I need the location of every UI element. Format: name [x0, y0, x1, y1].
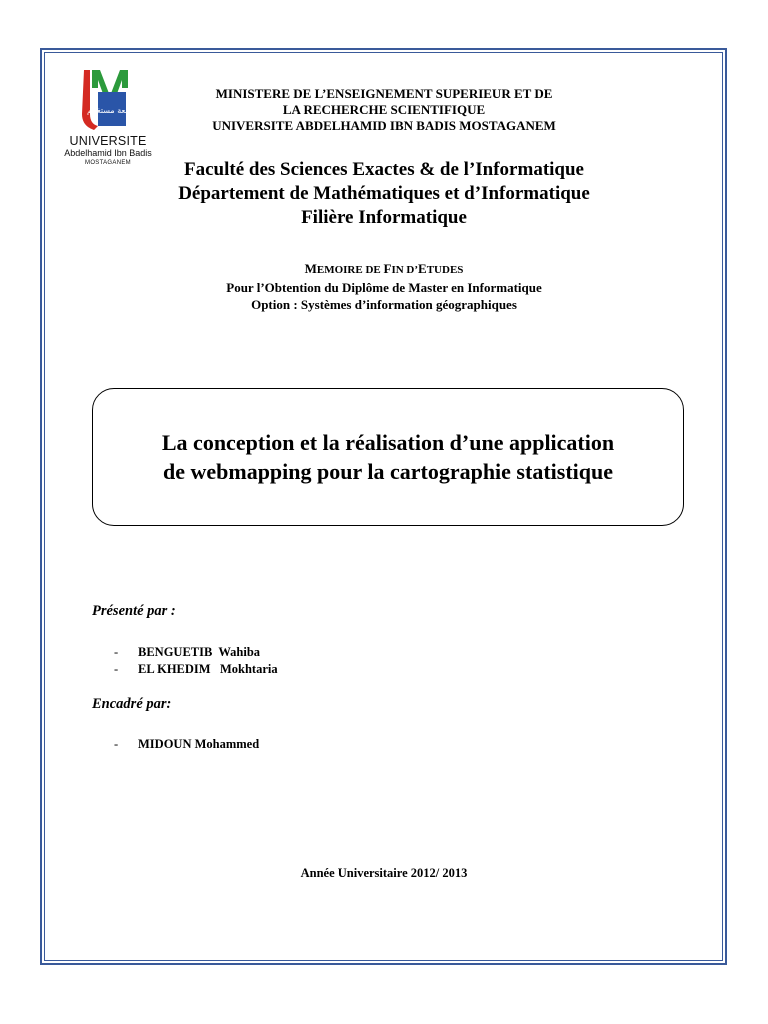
logo-city: MOSTAGANEM [85, 160, 131, 166]
memoire-title: MEMOIRE DE FIN D’ETUDES [304, 261, 464, 276]
ministry-header [0, 86, 768, 134]
supervised-by-label: Encadré par: [92, 696, 172, 712]
faculty-line-2: Département de Mathématiques et d’Informatique [178, 183, 590, 204]
memoire-diploma-line: Pour l’Obtention du Diplôme de Master en Informatique [226, 280, 542, 295]
thesis-title-line-2: de webmapping pour la cartographie statistique [162, 459, 613, 484]
thesis-title [92, 428, 684, 486]
logo-university-label: UNIVERSITE [69, 134, 147, 148]
faculty-header [0, 158, 768, 230]
faculty-line-1: Faculté des Sciences Exactes & de l’Informatique [184, 159, 584, 180]
academic-year: Année Universitaire 2012/ 2013 [300, 866, 468, 880]
memoire-block [0, 260, 768, 313]
faculty-line-3: Filière Informatique [301, 207, 467, 228]
presented-by-label: Présenté par : [92, 603, 176, 619]
ministry-line-2: LA RECHERCHE SCIENTIFIQUE [282, 102, 486, 117]
logo-university-name: Abdelhamid Ibn Badis [64, 148, 152, 158]
logo-arabic-text: جامعة مستغانم [86, 106, 138, 115]
thesis-title-line-1: La conception et la réalisation d’une application [161, 430, 615, 455]
ministry-line-1: MINISTERE DE L’ENSEIGNEMENT SUPERIEUR ET DE [215, 86, 553, 101]
ministry-line-3: UNIVERSITE ABDELHAMID IBN BADIS MOSTAGANEM [212, 118, 556, 133]
memoire-option-line: Option : Systèmes d’information géographiques [251, 297, 517, 312]
